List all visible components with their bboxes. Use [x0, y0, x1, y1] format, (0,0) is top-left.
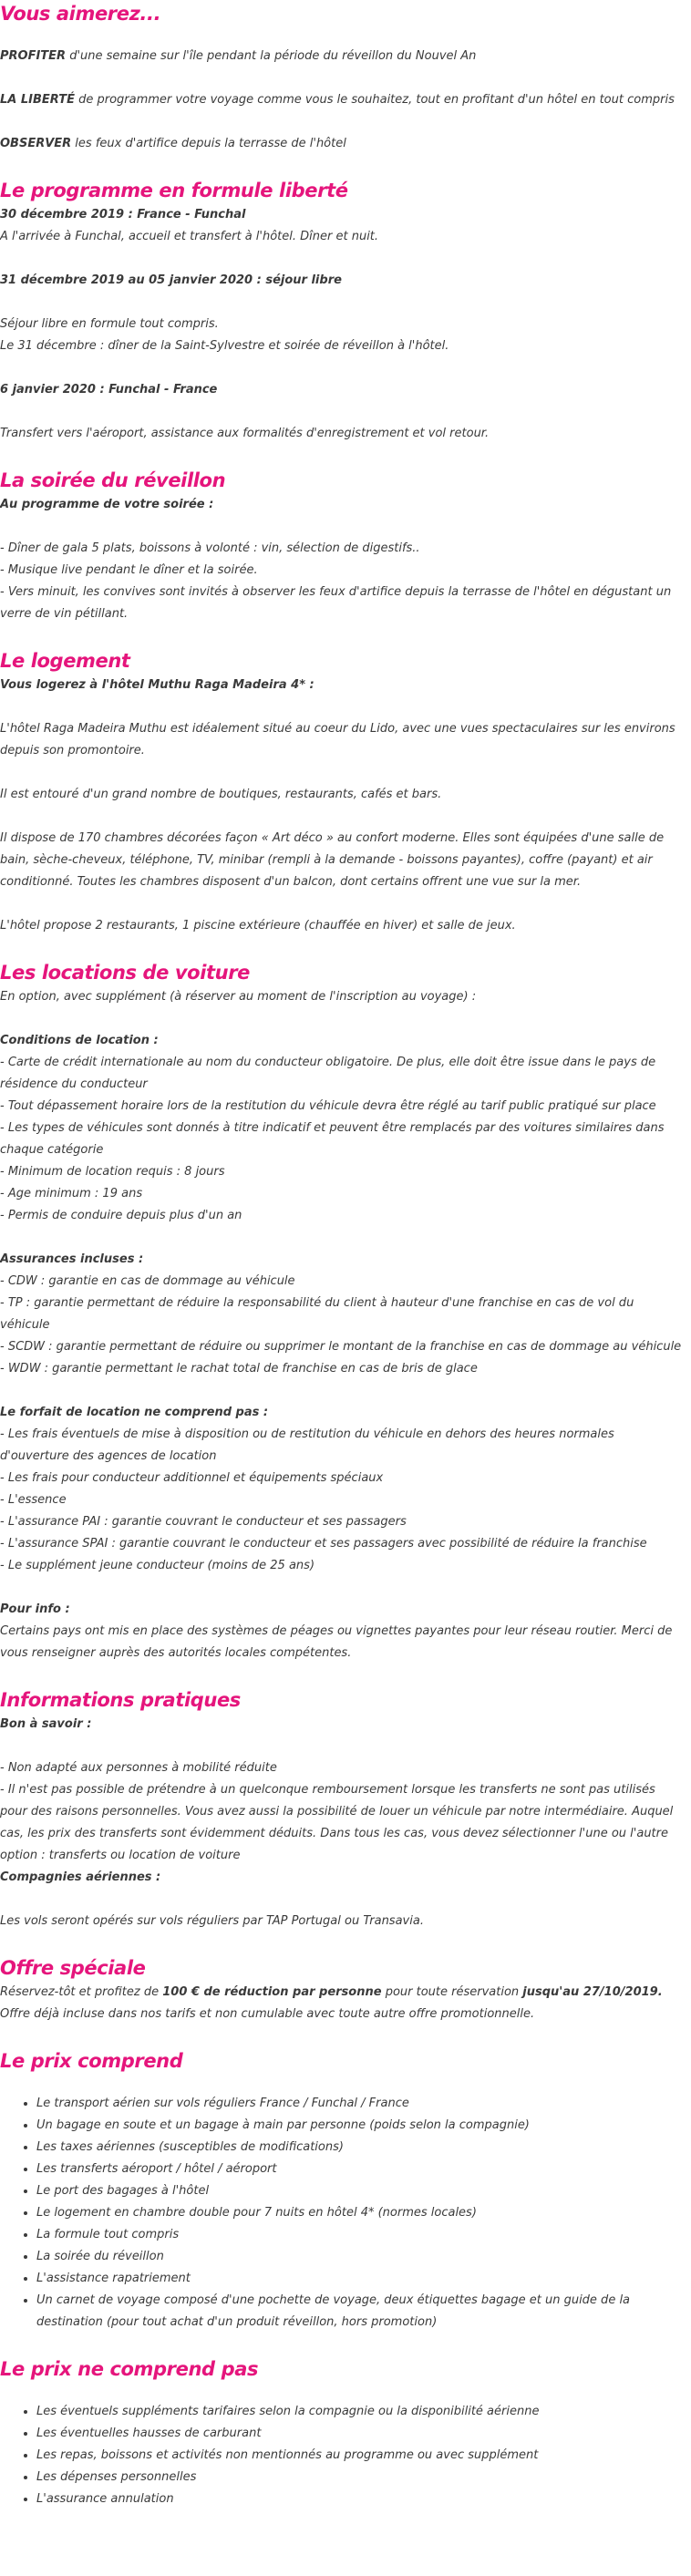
- aimerez-item-observer: OBSERVER les feux d'artifice depuis la terrasse de l'hôtel: [0, 137, 346, 150]
- list-item: • Les repas, boissons et activités non mentionnés au programme ou avec supplément: [36, 2445, 684, 2467]
- list-item: - Le supplément jeune conducteur (moins de 25 ans): [0, 1559, 315, 1572]
- section-heading-ne-comprend: Le prix ne comprend pas: [0, 2358, 259, 2380]
- programme-day3-title: 6 janvier 2020 : Funchal - France: [0, 383, 218, 397]
- locations-info-title: Pour info :: [0, 1602, 70, 1616]
- programme-day1-text: A l'arrivée à Funchal, accueil et transfert à l'hôtel. Dîner et nuit.: [0, 230, 379, 243]
- list-item: - TP : garantie permettant de réduire la responsabilité du client à hauteur d'une franchise en cas de vol du véhicule: [0, 1296, 634, 1332]
- list-item: • L'assurance annulation: [36, 2488, 684, 2510]
- list-item: • La formule tout compris: [36, 2224, 684, 2246]
- locations-info-text: Certains pays ont mis en place des systèmes de péages ou vignettes payantes pour leur réseau routier. Merci de vous renseigner auprès des autorités locales compétentes.: [0, 1624, 673, 1660]
- list-item: - L'assurance PAI : garantie couvrant le conducteur et ses passagers: [0, 1515, 407, 1529]
- section-heading-logement: Le logement: [0, 650, 130, 672]
- list-item: • Les éventuelles hausses de carburant: [36, 2423, 684, 2445]
- offre-discount: 100 € de réduction par personne: [162, 1985, 382, 1999]
- locations-conditions-title: Conditions de location :: [0, 1034, 159, 1047]
- ne-comprend-list: [0, 2401, 684, 2510]
- list-item: • Un bagage en soute et un bagage à main par personne (poids selon la compagnie): [36, 2115, 684, 2137]
- programme-day2-line1: Séjour libre en formule tout compris.: [0, 317, 219, 331]
- soiree-line1: - Dîner de gala 5 plats, boissons à volonté : vin, sélection de digestifs..: [0, 541, 420, 555]
- section-heading-vous-aimerez: Vous aimerez...: [0, 3, 161, 25]
- programme-day1-title: 30 décembre 2019 : France - Funchal: [0, 208, 246, 222]
- soiree-line2: - Musique live pendant le dîner et la soirée.: [0, 563, 258, 577]
- offre-deadline: jusqu'au 27/10/2019.: [522, 1985, 663, 1999]
- list-item: - Age minimum : 19 ans: [0, 1187, 143, 1200]
- locations-assurances-list: [0, 1271, 684, 1380]
- infos-compagnies-text: Les vols seront opérés sur vols réguliers par TAP Portugal ou Transavia.: [0, 1914, 424, 1928]
- comprend-list: [0, 2093, 684, 2334]
- offre-line2: Offre déjà incluse dans nos tarifs et non cumulable avec toute autre offre promotionnelle.: [0, 2007, 535, 2021]
- programme-day2-title: 31 décembre 2019 au 05 janvier 2020 : séjour libre: [0, 273, 342, 287]
- locations-conditions-list: [0, 1052, 684, 1227]
- list-item: - Les frais éventuels de mise à disposition ou de restitution du véhicule en dehors des heures normales d'ouverture des agences de location: [0, 1427, 614, 1463]
- locations-intro: En option, avec supplément (à réserver au moment de l'inscription au voyage) :: [0, 990, 477, 1004]
- section-heading-infos: Informations pratiques: [0, 1689, 241, 1711]
- list-item: • Les transferts aéroport / hôtel / aéroport: [36, 2159, 684, 2180]
- list-item: • L'assistance rapatriement: [36, 2268, 684, 2290]
- list-item: - L'essence: [0, 1493, 67, 1507]
- list-item: - Minimum de location requis : 8 jours: [0, 1165, 225, 1179]
- list-item: - Les types de véhicules sont donnés à titre indicatif et peuvent être remplacés par des voitures similaires dans chaque catégorie: [0, 1121, 665, 1157]
- list-item: - Les frais pour conducteur additionnel et équipements spéciaux: [0, 1471, 384, 1485]
- logement-para1: L'hôtel Raga Madeira Muthu est idéalement situé au coeur du Lido, avec une vues spectaculaires sur les environs depuis son promontoire.: [0, 722, 676, 757]
- programme-day3-text: Transfert vers l'aéroport, assistance aux formalités d'enregistrement et vol retour.: [0, 427, 490, 440]
- logement-intro: Vous logerez à l'hôtel Muthu Raga Madeira 4* :: [0, 678, 315, 692]
- aimerez-item-profiter: PROFITER d'une semaine sur l'île pendant la période du réveillon du Nouvel An: [0, 49, 477, 63]
- infos-compagnies-title: Compagnies aériennes :: [0, 1870, 161, 1884]
- list-item: - Tout dépassement horaire lors de la restitution du véhicule devra être réglé au tarif public pratiqué sur place: [0, 1099, 656, 1113]
- list-item: - CDW : garantie en cas de dommage au véhicule: [0, 1274, 295, 1288]
- soiree-intro: Au programme de votre soirée :: [0, 498, 214, 511]
- logement-para2: Il est entouré d'un grand nombre de boutiques, restaurants, cafés et bars.: [0, 788, 442, 801]
- locations-forfait-title: Le forfait de location ne comprend pas :: [0, 1406, 269, 1419]
- offre-text: Réservez-tôt et profitez de 100 € de réduction par personne pour toute réservation jusqu'au 27/10/2019.: [0, 1985, 663, 1999]
- section-heading-comprend: Le prix comprend: [0, 2050, 183, 2072]
- logement-para3: Il dispose de 170 chambres décorées façon « Art déco » au confort moderne. Elles sont équipées d'une salle de bain, sèche-cheveux, téléphone, TV, minibar (rempli à la demande - boissons payantes), coffre (payant) et air conditionné. Toutes les chambres disposent d'un balcon, dont certains offrent une vue sur la mer.: [0, 831, 665, 889]
- locations-assurances-title: Assurances incluses :: [0, 1252, 144, 1266]
- list-item: - L'assurance SPAI : garantie couvrant le conducteur et ses passagers avec possibilité de réduire la franchise: [0, 1537, 647, 1551]
- infos-bon-line1: - Non adapté aux personnes à mobilité réduite: [0, 1761, 277, 1775]
- list-item: - SCDW : garantie permettant de réduire ou supprimer le montant de la franchise en cas de dommage au véhicule: [0, 1340, 682, 1354]
- list-item: • Le port des bagages à l'hôtel: [36, 2180, 684, 2202]
- list-item: • Le logement en chambre double pour 7 nuits en hôtel 4* (normes locales): [36, 2202, 684, 2224]
- list-item: • Un carnet de voyage composé d'une pochette de voyage, deux étiquettes bagage et un guide de la destination (pour tout achat d'un produit réveillon, hors promotion): [36, 2290, 684, 2334]
- soiree-line3: - Vers minuit, les convives sont invités à observer les feux d'artifice depuis la terrasse de l'hôtel en dégustant un verre de vin pétillant.: [0, 585, 672, 621]
- list-item: • Les taxes aériennes (susceptibles de modifications): [36, 2137, 684, 2159]
- section-heading-locations: Les locations de voiture: [0, 962, 250, 984]
- list-item: • Les éventuels suppléments tarifaires selon la compagnie ou la disponibilité aérienne: [36, 2401, 684, 2423]
- list-item: • Les dépenses personnelles: [36, 2467, 684, 2488]
- section-heading-soiree: La soirée du réveillon: [0, 469, 226, 491]
- infos-bon-title: Bon à savoir :: [0, 1717, 92, 1731]
- list-item: - WDW : garantie permettant le rachat total de franchise en cas de bris de glace: [0, 1362, 478, 1376]
- list-item: • Le transport aérien sur vols réguliers France / Funchal / France: [36, 2093, 684, 2115]
- section-heading-programme: Le programme en formule liberté: [0, 180, 348, 201]
- list-item: • La soirée du réveillon: [36, 2246, 684, 2268]
- logement-para4: L'hôtel propose 2 restaurants, 1 piscine extérieure (chauffée en hiver) et salle de jeux.: [0, 919, 516, 933]
- list-item: - Permis de conduire depuis plus d'un an: [0, 1209, 242, 1222]
- section-heading-offre: Offre spéciale: [0, 1957, 146, 1979]
- list-item: - Carte de crédit internationale au nom du conducteur obligatoire. De plus, elle doit être issue dans le pays de résidence du conducteur: [0, 1056, 656, 1091]
- infos-bon-line2: - Il n'est pas possible de prétendre à un quelconque remboursement lorsque les transferts ne sont pas utilisés pour des raisons personnelles. Vous avez aussi la possibilité de louer un véhicule par notre intermédiaire. Auquel cas, les prix des transferts sont évidemment déduits. Dans tous les cas, vous devez sélectionner l'une ou l'autre option : transferts ou location de voiture: [0, 1783, 674, 1862]
- aimerez-item-liberte: LA LIBERTÉ de programmer votre voyage comme vous le souhaitez, tout en profitant d'un hôtel en tout compris: [0, 93, 675, 107]
- locations-forfait-list: [0, 1424, 684, 1577]
- programme-day2-line2: Le 31 décembre : dîner de la Saint-Sylvestre et soirée de réveillon à l'hôtel.: [0, 339, 449, 353]
